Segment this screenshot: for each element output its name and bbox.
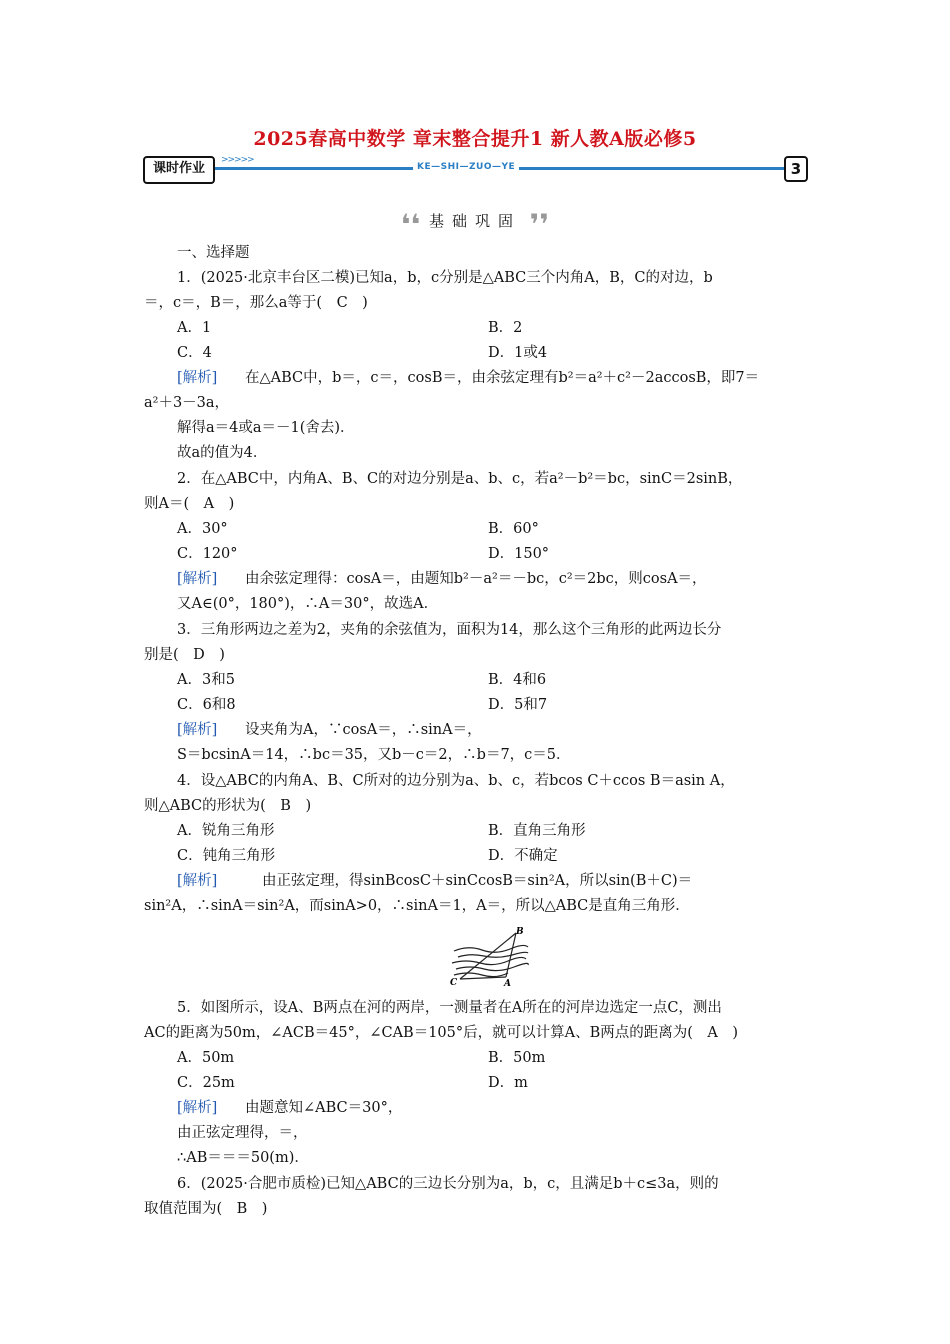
- q2-stem-line2: 则A＝( A ): [144, 496, 235, 512]
- q2-solution-tag: [解析]: [177, 571, 218, 587]
- q2-solution-line1: 由余弦定理得：cosA＝，由题知b²－a²＝－bc，c²＝2bc，则cosA＝，: [245, 571, 707, 587]
- q1-solution-line2: a²＋3－3a，: [144, 395, 230, 411]
- q4-option-b: B．直角三角形: [488, 823, 586, 839]
- q3-stem-line1: 3．三角形两边之差为2，夹角的余弦值为，面积为14，那么这个三角形的此两边长分: [177, 622, 722, 638]
- q4-stem-line2: 则△ABC的形状为( B ): [144, 798, 312, 814]
- point-a-label: A: [504, 979, 511, 987]
- q5-option-b: B．50m: [488, 1050, 546, 1066]
- q1-solution-tag: [解析]: [177, 370, 218, 386]
- q5-solution-tag: [解析]: [177, 1100, 218, 1116]
- q4-stem-line1: 4．设△ABC的内角A、B、C所对的边分别为a、b、c，若bcos C＋ccos B＝asin A，: [177, 773, 735, 789]
- q3-solution-line2: S＝bcsinA＝14，∴bc＝35，又b－c＝2，∴b＝7，c＝5．: [177, 747, 571, 763]
- q5-option-d: D．m: [488, 1075, 528, 1091]
- q1-stem-line2: ＝，c＝，B＝，那么a等于( C ): [144, 295, 368, 311]
- q3-option-b: B．4和6: [488, 672, 547, 688]
- quote-close-icon: ❜❜: [529, 208, 550, 241]
- page-number: 3: [784, 156, 808, 182]
- section-label: 基础巩固: [428, 212, 521, 230]
- q5-solution-line3: ∴AB＝＝＝50(m)．: [177, 1150, 309, 1166]
- quote-open-icon: ❛❛: [400, 208, 421, 241]
- q5-solution-line1: 由题意知∠ABC＝30°，: [245, 1100, 403, 1116]
- q4-solution-tag: [解析]: [177, 873, 218, 889]
- q2-option-c: C．120°: [177, 546, 238, 562]
- q6-stem-line1: 6．(2025·合肥市质检)已知△ABC的三边长分别为a，b，c，且满足b＋c≤3a，则的: [177, 1176, 719, 1192]
- q1-option-b: B．2: [488, 320, 523, 336]
- q4-option-d: D．不确定: [488, 848, 558, 864]
- q1-solution-line3: 解得a＝4或a＝－1(舍去)．: [177, 420, 355, 436]
- section-heading: [0, 208, 950, 241]
- q2-option-d: D．150°: [488, 546, 550, 562]
- q1-solution-line4: 故a的值为4．: [177, 445, 268, 461]
- q4-solution-line2: sin²A，∴sinA＝sin²A，而sinA>0，∴sinA＝1，A＝，所以△ABC是直角三角形．: [144, 898, 690, 914]
- q1-option-c: C．4: [177, 345, 212, 361]
- q5-stem-line2: AC的距离为50m，∠ACB＝45°，∠CAB＝105°后，就可以计算A、B两点的距离为( A ): [144, 1025, 739, 1041]
- river-bank-top: [454, 945, 528, 952]
- q5-solution-line2: 由正弦定理得，＝，: [177, 1125, 308, 1141]
- q3-option-c: C．6和8: [177, 697, 236, 713]
- q1-stem-line1: 1．(2025·北京丰台区二模)已知a，b，c分别是△ABC三个内角A，B，C的对边，b: [177, 270, 713, 286]
- q3-stem-line2: 别是( D ): [144, 647, 225, 663]
- banner-arrows: >>>>>: [221, 155, 254, 165]
- banner-pinyin: KE—SHI—ZUO—YE: [413, 162, 519, 172]
- q1-option-a: A．1: [177, 320, 212, 336]
- q4-solution-line1: 由正弦定理，得sinBcosC＋sinCcosB＝sin²A，所以sin(B＋C)＝: [262, 873, 693, 889]
- q2-stem-line1: 2．在△ABC中，内角A、B、C的对边分别是a、b、c，若a²－b²＝bc，sinC＝2sinB，: [177, 471, 743, 487]
- q2-option-a: A．30°: [177, 521, 228, 537]
- q5-option-c: C．25m: [177, 1075, 235, 1091]
- document-title: 2025春高中数学 章末整合提升1 新人教A版必修5: [253, 128, 697, 150]
- river-figure: [448, 925, 530, 987]
- q2-solution-line2: 又A∈(0°，180°)，∴A＝30°，故选A．: [177, 596, 439, 612]
- q5-stem-line1: 5．如图所示，设A、B两点在河的两岸，一测量者在A所在的河岸边选定一点C，测出: [177, 1000, 722, 1016]
- point-b-label: B: [516, 927, 524, 937]
- q1-option-d: D．1或4: [488, 345, 548, 361]
- q4-option-a: A．锐角三角形: [177, 823, 275, 839]
- point-c-label: C: [450, 978, 458, 987]
- q5-option-a: A．50m: [177, 1050, 235, 1066]
- q1-solution-line1: 在△ABC中，b＝，c＝，cosB＝，由余弦定理有b²＝a²＋c²－2accosB，即7＝: [245, 370, 760, 386]
- part-heading: 一、选择题: [177, 245, 250, 261]
- q3-solution-line1: 设夹角为A，∵cosA＝，∴sinA＝，: [245, 722, 482, 738]
- q3-option-a: A．3和5: [177, 672, 235, 688]
- q3-solution-tag: [解析]: [177, 722, 218, 738]
- homework-banner: [143, 156, 808, 182]
- q6-stem-line2: 取值范围为( B ): [144, 1201, 268, 1217]
- q3-option-d: D．5和7: [488, 697, 548, 713]
- banner-tag: 课时作业: [143, 156, 215, 184]
- q2-option-b: B．60°: [488, 521, 539, 537]
- segment-ca: [460, 977, 506, 979]
- q4-option-c: C．钝角三角形: [177, 848, 276, 864]
